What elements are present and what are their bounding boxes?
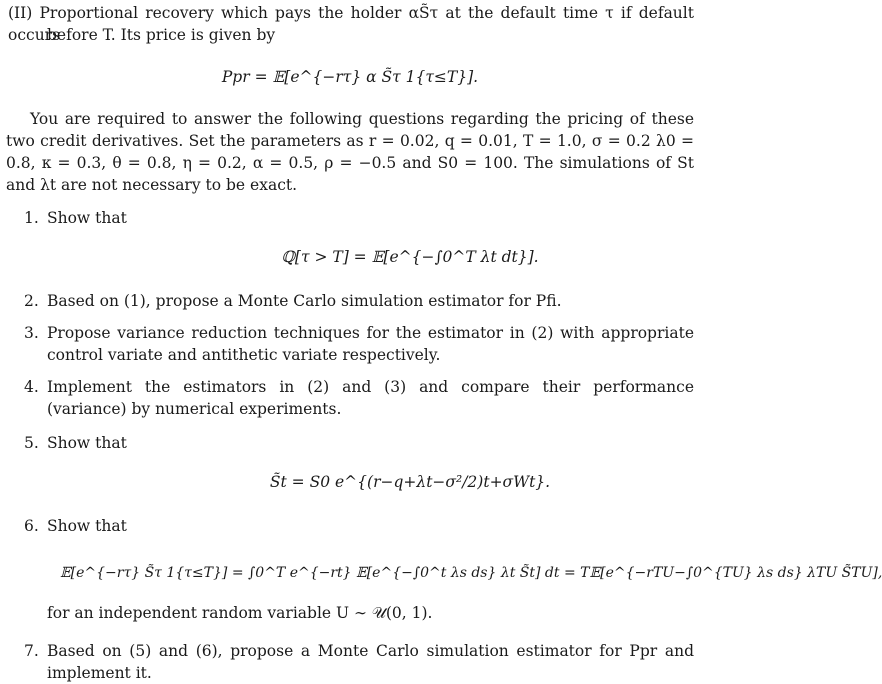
- item-5-formula-text: S̃t = S0 e^{(r−q+λt−σ²/2)t+σWt}.: [269, 473, 551, 491]
- item-7-number: 7.: [24, 642, 39, 660]
- item-1-number: 1.: [24, 209, 39, 227]
- item-1-formula: [120, 246, 700, 268]
- item-1-text: Show that: [47, 209, 127, 227]
- formula-ppr: [0, 66, 700, 88]
- item-5-formula: [120, 471, 700, 493]
- intro-paragraph: [6, 108, 694, 196]
- item-4-number: 4.: [24, 378, 39, 396]
- item-2-text: Based on (1), propose a Monte Carlo simulation estimator for Pfi.: [47, 292, 562, 310]
- item-3-number: 3.: [24, 324, 39, 342]
- item-6-after-text: for an independent random variable U ∼ 𝒰(0, 1).: [47, 604, 433, 622]
- item-6-text: Show that: [47, 517, 127, 535]
- part-ii-line2: before T. Its price is given by: [47, 26, 276, 44]
- item-6-number: 6.: [24, 517, 39, 535]
- intro-text: You are required to answer the following questions regarding the pricing of these two credit derivatives. Set the parameters as r = 0.02, q = 0.01, T = 1.0, σ = 0.2 λ0 = 0.8, κ = 0.3, θ = 0.8, η = 0.2, α = 0.5, ρ = −0.5 and S0 = 100. The simulations of St and λt are not necessary to be exact.: [6, 110, 694, 194]
- item-3-text: Propose variance reduction techniques for the estimator in (2) with appropriate control variate and antithetic variate respectively.: [47, 324, 694, 364]
- part-ii-line2-row: [47, 24, 694, 46]
- item-6-formula-text: 𝔼[e^{−rτ} S̃τ 1{τ≤T}] = ∫0^T e^{−rt} 𝔼[e^{−∫0^t λs ds} λt S̃t] dt = T𝔼[e^{−rTU−∫0^{TU} λs ds} λTU S̃TU],: [60, 565, 882, 581]
- item-5-text: Show that: [47, 434, 127, 452]
- item-7-text: Based on (5) and (6), propose a Monte Carlo simulation estimator for Ppr and implement it.: [47, 642, 694, 682]
- part-ii-line1: Proportional recovery which pays the holder αS̃τ at the default time τ if default occurs: [8, 4, 694, 44]
- item-4-text: Implement the estimators in (2) and (3) and compare their performance (variance) by numerical experiments.: [47, 378, 694, 418]
- item-6-formula: [60, 562, 882, 584]
- item-1-formula-text: ℚ[τ > T] = 𝔼[e^{−∫0^T λt dt}].: [281, 248, 539, 266]
- part-ii-label: (II): [8, 4, 33, 22]
- formula-ppr-text: Ppr = 𝔼[e^{−rτ} α S̃τ 1{τ≤T}].: [221, 68, 479, 86]
- item-5-number: 5.: [24, 434, 39, 452]
- item-2-number: 2.: [24, 292, 39, 310]
